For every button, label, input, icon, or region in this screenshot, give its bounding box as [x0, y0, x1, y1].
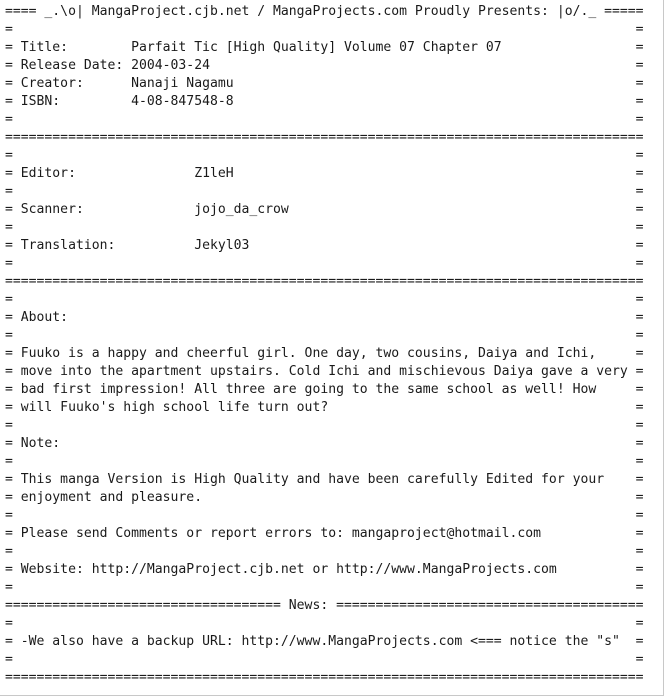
document-line: = Title: Parfait Tic [High Quality] Volume 07 Chapter 07 =	[5, 40, 644, 55]
document-line: = =	[5, 580, 644, 595]
document-line: = =	[5, 148, 644, 163]
document-line: ==== _.\o| MangaProject.cjb.net / MangaProjects.com Proudly Presents: |o/._ =====	[5, 4, 644, 19]
document-line: = Editor: Z1leH =	[5, 166, 644, 181]
document-line: = =	[5, 508, 644, 523]
document-line: = This manga Version is High Quality and have been carefully Edited for your =	[5, 472, 644, 487]
document-line: = =	[5, 22, 644, 37]
document-line: = Translation: Jekyl03 =	[5, 238, 644, 253]
document-line: = Release Date: 2004-03-24 =	[5, 58, 644, 73]
document-line: =================================================================================	[5, 670, 644, 685]
document-line: = Creator: Nanaji Nagamu =	[5, 76, 644, 91]
document-line: = =	[5, 454, 644, 469]
document-line: =================================================================================	[5, 274, 644, 289]
document-line: = Please send Comments or report errors to: mangaproject@hotmail.com =	[5, 526, 644, 541]
document-line: = =	[5, 418, 644, 433]
document-line: = Note: =	[5, 436, 644, 451]
document-line: = =	[5, 292, 644, 307]
document-line: = =	[5, 256, 644, 271]
document-line: = Website: http://MangaProject.cjb.net or http://www.MangaProjects.com =	[5, 562, 644, 577]
document-line: = Fuuko is a happy and cheerful girl. One day, two cousins, Daiya and Ichi, =	[5, 346, 644, 361]
document-line: = -We also have a backup URL: http://www.MangaProjects.com <=== notice the "s" =	[5, 634, 644, 649]
document-line: = move into the apartment upstairs. Cold Ichi and mischievous Daiya gave a very =	[5, 364, 644, 379]
document-line: = =	[5, 112, 644, 127]
document-line: = will Fuuko's high school life turn out? =	[5, 400, 644, 415]
document-line: = =	[5, 328, 644, 343]
document-line: = =	[5, 184, 644, 199]
document-line: =================================== News: =======================================	[5, 598, 644, 613]
document-line: = ISBN: 4-08-847548-8 =	[5, 94, 644, 109]
document-line: = Scanner: jojo_da_crow =	[5, 202, 644, 217]
document-line: = enjoyment and pleasure. =	[5, 490, 644, 505]
document-line: = =	[5, 616, 644, 631]
document-line: = =	[5, 652, 644, 667]
document-line: = =	[5, 220, 644, 235]
document-line: =================================================================================	[5, 130, 644, 145]
document-line: = =	[5, 544, 644, 559]
document-line: = bad first impression! All three are going to the same school as well! How =	[5, 382, 644, 397]
document-line: = About: =	[5, 310, 644, 325]
